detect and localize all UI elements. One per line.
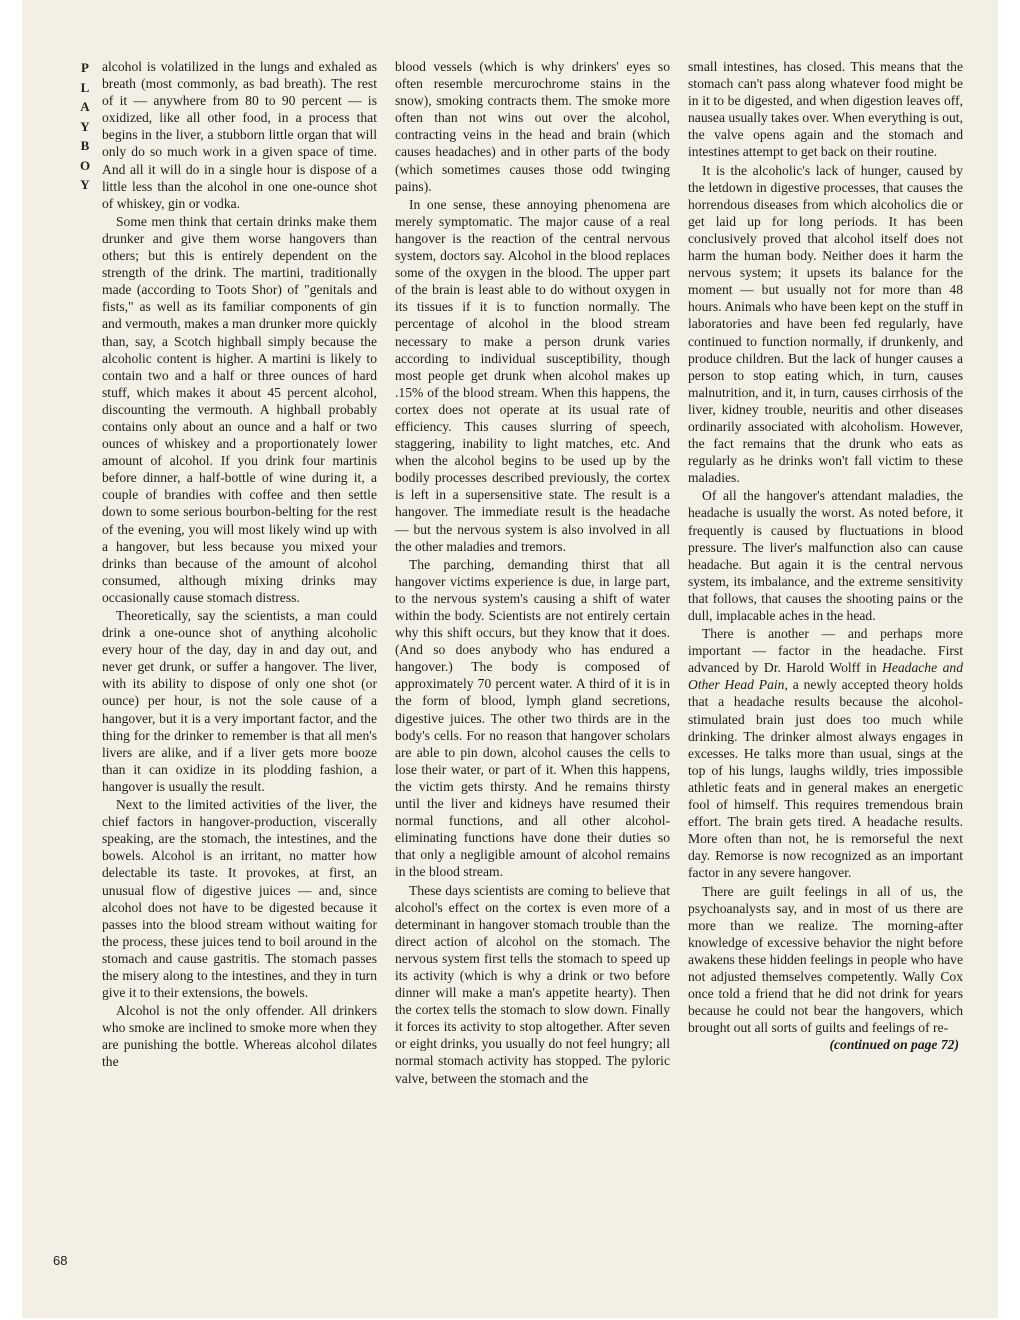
paragraph: Next to the limited activities of the liver, the chief factors in hangover-production, viscerally speaking, are the stomach, the intestines, and the bowels. Alcohol is an irritant, no matter how delectable its taste. It provokes, at first, an unusual flow of digestive juices — and, since alcohol does not have to be digested because it passes into the blood stream without waiting for the process, these juices tend to boil around in the stomach and cause gastritis. The stomach passes the misery along to the intestines, and they in turn give it to their extensions, the bowels.: [102, 797, 377, 1001]
text-run: There is another — and perhaps more important — factor in the headache. First advanced by Dr. Harold Wolff in: [688, 626, 963, 676]
masthead-letter: A: [80, 99, 90, 114]
masthead-letter: B: [80, 138, 90, 153]
paragraph: Alcohol is not the only offender. All drinkers who smoke are inclined to smoke more when they are punishing the bottle. Whereas alcohol dilates the: [102, 1003, 377, 1070]
paragraph: These days scientists are coming to believe that alcohol's effect on the cortex is even more of a determinant in hangover stomach trouble than the direct action of alcohol on the stomach. The nervous system first tells the stomach to speed up its activity (which is why a drink or two before dinner will make a man's appetite hearty). Then the cortex tells the stomach to slow down. Finally it forces its activity to stop altogether. After seven or eight drinks, you usually do not feel hungry; all normal stomach activity has stopped. The pyloric valve, between the stomach and the: [395, 882, 670, 1086]
page-number: 68: [53, 1253, 68, 1268]
paragraph: Some men think that certain drinks make them drunker and give them worse hangovers than others; but this is entirely dependent on the strength of the drink. The martini, traditionally made (according to Toots Shor) of "genitals and fists," as well as its familiar components of gin and vermouth, makes a man drunker more quickly than, say, a Scotch highball simply because the alcoholic content is higher. A martini is likely to contain two and a half or three ounces of hard stuff, which makes it about 45 percent alcohol, discounting the vermouth. A highball probably contains only about an ounce and a half or two ounces of whiskey and a proportionately lower amount of alcohol. If you drink four martinis before dinner, a half-bottle of wine during it, a couple of brandies with coffee and then settle down to some serious bourbon-belting for the rest of the evening, you will most likely wind up with a hangover, but less because you mixed your drinks than because of the amount of alcohol consumed, although mixing drinks may occasionally cause stomach distress.: [102, 213, 377, 605]
paragraph: It is the alcoholic's lack of hunger, caused by the letdown in digestive processes, that causes the horrendous diseases from which alcoholics die or get laid up for long periods. It has been conclusively proved that alcohol itself does not harm the human body. Neither does it harm the nervous system; it upsets its balance for the moment — but usually not for more than 48 hours. Animals who have been kept on the stuff in laboratories and have been fed regularly, have continued to function normally, if drunkenly, and produce children. But the lack of hunger causes a person to stop eating which, in turn, causes malnutrition, and it, in turn, causes cirrhosis of the liver, kidney trouble, neuritis and other diseases ordinarily associated with alcoholism. However, the fact remains that the drunk who eats as regularly as he drinks won't fall victim to these maladies.: [688, 162, 963, 486]
masthead-letter: P: [81, 60, 89, 75]
paragraph: The parching, demanding thirst that all hangover victims experience is due, in large part, to the nervous system's causing a shift of water within the body. Scientists are not entirely certain why this shift occurs, but they know that it does. (And so does anybody who has endured a hangover.) The body is composed of approximately 70 percent water. A third of it is in the form of blood, lymph gland secretions, digestive juices. The other two thirds are in the body's cells. For no reason that hangover scholars are able to pin down, alcohol causes the cells to lose their water, or part of it. When this happens, the victim gets thirsty. And he remains thirsty until the liver and kidneys have resumed their normal functions, and all other alcohol-eliminating functions have done their duties so that only a negligible amount of alcohol remains in the blood stream.: [395, 556, 670, 880]
paragraph: alcohol is volatilized in the lungs and exhaled as breath (most commonly, as bad breath). The rest of it — anywhere from 80 to 90 percent — is oxidized, like all other food, in a process that begins in the liver, a stubborn little organ that will only do so much work in a given space of time. And all it will do in a single hour is dispose of a little less than the alcohol in one one-ounce shot of whiskey, gin or vodka.: [102, 59, 377, 211]
masthead-letter: O: [79, 157, 91, 173]
masthead-letter: L: [80, 79, 90, 95]
masthead-vertical: [74, 58, 96, 195]
paragraph: [688, 625, 963, 881]
book-title: Headache and Other Head Pain: [688, 660, 963, 693]
paragraph: There are guilt feelings in all of us, the psychoanalysts say, and in most of us there are more than we realize. The morning-after knowledge of excessive behavior the night before awakens these hidden feelings in people who have not adjusted themselves competently. Wally Cox once told a friend that he did not drink for years because he could not bear the hangovers, which brought out all sorts of guilts and feelings of re-: [688, 883, 963, 1036]
text-column-3: [688, 58, 963, 1053]
paragraph: In one sense, these annoying phenomena are merely symptomatic. The major cause of a real hangover is the reaction of the central nervous system, doctors say. Alcohol in the blood replaces some of the oxygen in the blood. The upper part of the brain is least able to do without oxygen in its tissues if it is to function normally. The percentage of alcohol in the blood stream necessary to make a person drunk varies according to individual susceptibility, though most people get drunk when alcohol makes up .15% of the blood stream. When this happens, the cortex does not operate at its usual rate of efficiency. This causes slurring of speech, staggering, inability to light matches, etc. And when the alcohol begins to be used up by the bodily processes described previously, the cortex is left in a supersensitive state. The result is a hangover. The immediate result is the headache — but the nervous system is also involved in all the other maladies and tremors.: [395, 196, 670, 554]
text-run: , a newly accepted theory holds that a headache results because the alcohol-stimulated brain just does too much while drinking. The drinker almost always engages in excesses. He talks more than usual, sings at the top of his lungs, laughs wildly, tries impossible athletic feats and in general makes an energetic fool of himself. This requires tremendous brain effort. The brain gets tired. A headache results. More often than not, he is remorseful the next day. Remorse is now recognized as an important factor in any severe hangover.: [688, 677, 963, 881]
continued-note: (continued on page 72): [829, 1037, 959, 1053]
text-column-2: [395, 58, 670, 1087]
paragraph: Theoretically, say the scientists, a man could drink a one-ounce shot of anything alcoholic every hour of the day, day in and day out, and never get drunk, or suffer a hangover. The liver, with its ability to dispose of only one shot (or ounce) per hour, is not the sole cause of a hangover, but it is a very important factor, and the thing for the drinker to remember is that all men's livers are alike, and if a liver gets more booze than it can oxidize in its plodding fashion, a hangover is usually the result.: [102, 608, 377, 794]
paragraph: blood vessels (which is why drinkers' eyes so often resemble mercurochrome stains in the snow), smoking contracts them. The smoke more often than not wins out over the alcohol, contracting veins in the head and brain (which causes headaches) and in other parts of the body (which sometimes causes those odd twinging pains).: [395, 59, 670, 194]
magazine-page: [22, 0, 998, 1318]
paragraph: small intestines, has closed. This means that the stomach can't pass along whatever food might be in it to be digested, and when digestion leaves off, nausea usually takes over. When everything is out, the valve opens again and the stomach and intestines attempt to get back on their routine.: [688, 59, 963, 160]
masthead-letter: Y: [80, 177, 90, 192]
text-column-1: [102, 58, 377, 1071]
masthead-letter: Y: [80, 118, 90, 134]
paragraph: Of all the hangover's attendant maladies, the headache is usually the worst. As noted before, it frequently is caused by fluctuations in blood pressure. The liver's malfunction also can cause headache. But again it is the central nervous system, its imbalance, and the extreme sensitivity that follows, that causes the shooting pains or the dull, implacable aches in the head.: [688, 488, 963, 623]
